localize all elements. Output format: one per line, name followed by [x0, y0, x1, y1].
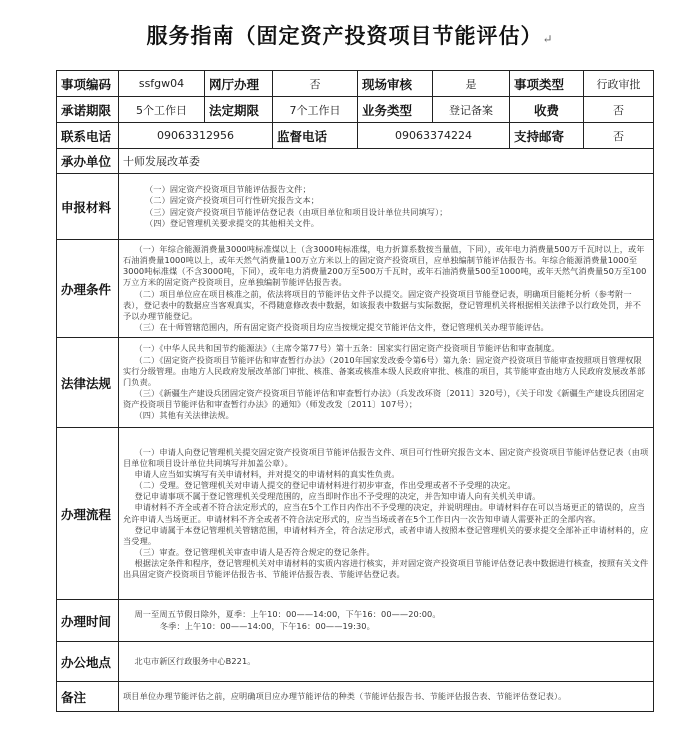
laws-item: （二）《固定资产投资项目节能评估和审查暂行办法》（2010年国家发改委令第6号）第九条：固定资产投资项目节能审查按照项目管理权限实行分级管理。由地方人民政府发展改革部门审批、核准、备案或核准本级人民政府审批、核准的项目，其节能审查由地方人民政府发展改革部门负责。	[123, 354, 646, 387]
label-promise-days: 承诺期限	[57, 97, 119, 123]
value-item-code: ssfgw04	[119, 71, 205, 97]
value-phone: 09063312956	[119, 123, 273, 149]
remarks-cell	[119, 682, 654, 712]
value-handler: 十师发展改革委	[119, 149, 654, 174]
label-postal: 支持邮寄	[510, 123, 584, 149]
materials-item: （一）固定资产投资项目节能评估报告文件；	[145, 184, 311, 195]
value-fee: 否	[584, 97, 654, 123]
value-postal: 否	[584, 123, 654, 149]
row-process	[57, 428, 654, 600]
row-laws	[57, 338, 654, 428]
conditions-item: （三）在十师管辖范围内，所有固定资产投资项目均应当按规定提交节能评估文件，登记管理机关办理节能评估。	[134, 321, 549, 332]
process-item: 根据法定条件和程序，登记管理机关对申请材料的实质内容进行核实，并对固定资产投资项目节能评估登记表中数据进行核查，按照有关文件出具固定资产投资项目节能评估报告书、节能评估报告表、节能评估登记表。	[123, 558, 649, 580]
label-online: 网厅办理	[205, 71, 273, 97]
process-item: （三）审查。登记管理机关审查申请人是否符合规定的登记条件。	[134, 546, 375, 557]
row-contact	[57, 123, 654, 149]
process-item: 登记申请事项不属于登记管理机关受理范围的，应当即时作出不予受理的决定，并告知申请人向有关机关申请。	[134, 491, 541, 502]
label-onsite: 现场审核	[358, 71, 433, 97]
value-legal-days: 7个工作日	[273, 97, 358, 123]
process-item: 申请人应当如实填写有关申请材料，并对提交的申请材料的真实性负责。	[134, 468, 400, 479]
address-text: 北屯市新区行政服务中心B221。	[134, 655, 256, 666]
laws-item: （一）《中华人民共和国节约能源法》（主席令第77号）第十五条：国家实行固定资产投资项目节能评估和审查制度。	[134, 343, 560, 354]
label-remarks: 备注	[57, 682, 119, 712]
process-cell	[119, 428, 654, 600]
laws-cell	[119, 338, 654, 428]
label-fee: 收费	[510, 97, 584, 123]
process-item: （一）申请人向登记管理机关提交固定资产投资项目节能评估报告文件、项目可行性研究报告文本、固定资产投资项目节能评估登记表（由项目单位和项目设计单位共同填写并加盖公章）。	[123, 446, 649, 468]
row-materials	[57, 174, 654, 240]
laws-item: （三）《新疆生产建设兵团固定资产投资项目节能评估和审查暂行办法》（兵发改环资〔2011〕320号），《关于印发《新疆生产建设兵团固定资产投资项目节能评估和审查暂行办法》的通知》（师发改发〔2011〕107号）；	[123, 388, 645, 410]
row-basic-1	[57, 71, 654, 97]
materials-item: （二）固定资产投资项目可行性研究报告文本；	[145, 195, 320, 206]
conditions-item: （一）年综合能源消费量3000吨标准煤以上（含3000吨标准煤，电力折算系数按当量值，下同），或年电力消费量500万千瓦时以上，或年石油消费量1000吨以上，或年天然气消费量100万立方米以上的固定资产投资项目，应单独编制节能评估报告书。年综合能源消费量1000至3000吨标准煤（不含3000吨，下同），或年电力消费量200万至500万千瓦时，或年石油消费量500至1000吨，或年天然气消费量50万至100万立方米的固定资产投资项目，应单独编制节能评估报告表。	[123, 243, 647, 288]
value-supervise-phone: 09063374224	[358, 123, 510, 149]
paragraph-mark-icon: ↵	[542, 32, 554, 46]
service-guide-table	[56, 70, 654, 712]
label-item-code: 事项编码	[57, 71, 119, 97]
row-handler	[57, 149, 654, 174]
hours-line: 周一至周五节假日除外，夏季：上午10：00——14:00，下午16：00——20:00。	[134, 609, 441, 620]
label-materials: 申报材料	[57, 174, 119, 240]
label-conditions: 办理条件	[57, 240, 119, 338]
row-hours	[57, 600, 654, 642]
materials-item: （三）固定资产投资项目节能评估登记表（由项目单位和项目设计单位共同填写）；	[145, 206, 448, 217]
hours-cell	[119, 600, 654, 642]
label-item-type: 事项类型	[510, 71, 584, 97]
label-process: 办理流程	[57, 428, 119, 600]
laws-item: （四）其他有关法律法规。	[134, 410, 234, 421]
process-item: 申请材料不齐全或者不符合法定形式的，应当在5个工作日内作出不予受理的决定，并说明理由。申请材料存在可以当场更正的错误的，应当允许申请人当场更正。申请材料不齐全或者不符合法定形式的，应当当场或者在5个工作日内一次告知申请人需要补正的全部内容。	[123, 502, 646, 524]
value-promise-days: 5个工作日	[119, 97, 205, 123]
process-item: （二）受理。登记管理机关对申请人提交的登记申请材料进行初步审查，作出受理或者不予受理的决定。	[134, 480, 516, 491]
materials-cell	[119, 174, 654, 240]
value-online: 否	[273, 71, 358, 97]
label-biz-type: 业务类型	[358, 97, 433, 123]
label-legal-days: 法定期限	[205, 97, 273, 123]
value-item-type: 行政审批	[584, 71, 654, 97]
conditions-item: （二）项目单位应在项目核准之前，依法将项目的节能评估文件予以提交。固定资产投资项目节能登记表，明确项目能耗分析（参考附一表），登记表中的数据应当客观真实，不得随意修改表中数据，如该报表中数据与实际数据，登记管理机关将根据相关法律予以行政处罚，并不予以办理节能登记。	[123, 288, 642, 321]
row-remarks	[57, 682, 654, 712]
row-conditions	[57, 240, 654, 338]
remarks-text: 项目单位办理节能评估之前，应明确项目应办理节能评估的种类（节能评估报告书、节能评估报告表、节能评估登记表）。	[123, 690, 567, 701]
address-cell	[119, 642, 654, 682]
row-address	[57, 642, 654, 682]
label-handler: 承办单位	[57, 149, 119, 174]
page-title: 服务指南（固定资产投资项目节能评估）↵	[146, 23, 554, 48]
value-onsite: 是	[433, 71, 510, 97]
hours-line: 冬季：上午10：00——14:00，下午16：00——19:30。	[159, 620, 375, 631]
row-basic-2	[57, 97, 654, 123]
label-phone: 联系电话	[57, 123, 119, 149]
label-supervise-phone: 监督电话	[273, 123, 358, 149]
label-laws: 法律法规	[57, 338, 119, 428]
label-address: 办公地点	[57, 642, 119, 682]
label-hours: 办理时间	[57, 600, 119, 642]
process-item: 登记申请属于本登记管理机关管辖范围，申请材料齐全，符合法定形式，或者申请人按照本登记管理机关的要求提交全部补正申请材料的，应当受理。	[123, 524, 649, 546]
value-biz-type: 登记备案	[433, 97, 510, 123]
materials-item: （四）登记管理机关要求提交的其他相关文件。	[145, 217, 320, 228]
conditions-cell	[119, 240, 654, 338]
